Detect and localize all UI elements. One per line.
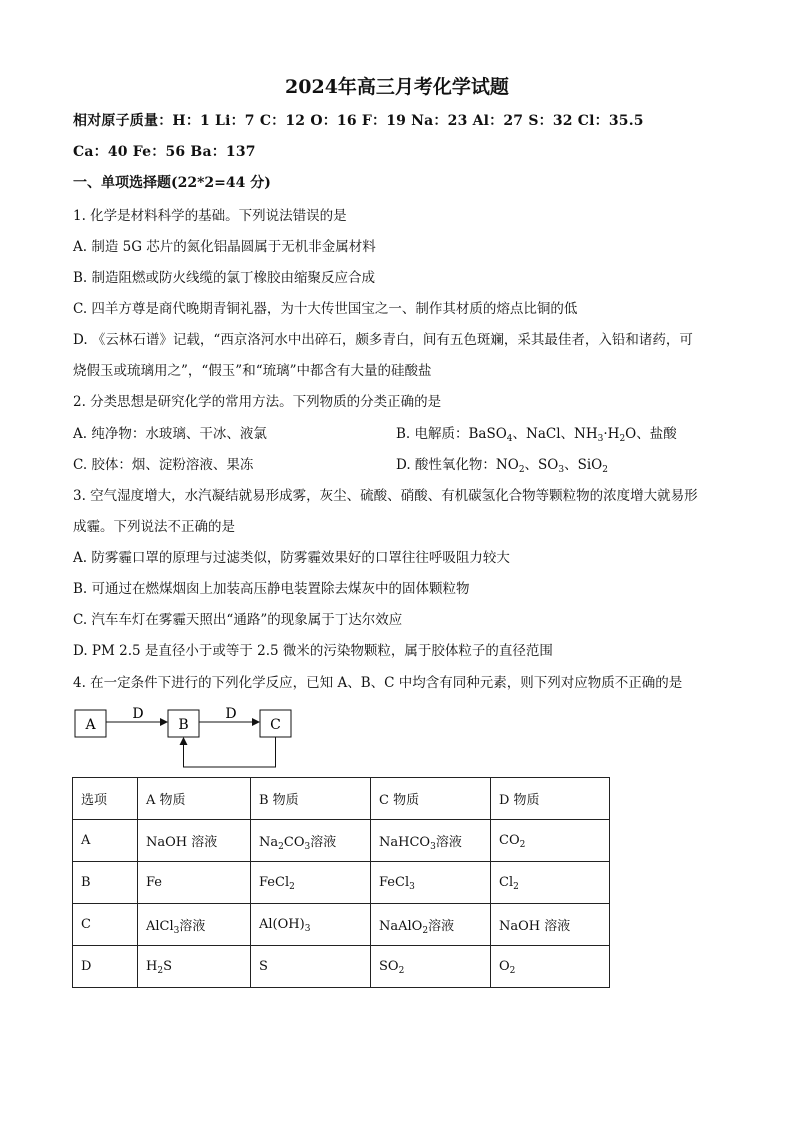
table-cell: $Cl_2$ — [491, 862, 610, 904]
table-cell: $CO_2$ — [491, 820, 610, 862]
q1-option-d-line2: 烧假玉或琉璃用之”，“假玉”和“琉璃”中都含有大量的硅酸盐 — [73, 363, 432, 379]
reaction-diagram — [72, 700, 302, 772]
q1-option-d-line1: D. 《云林石谱》记载，“西京洛河水中出碎石，颇多青白，间有五色斑斓，采其最佳者，入铅和诸药，可 — [73, 332, 693, 348]
atomic-mass-line-2: Ca：40 Fe：56 Ba：137 — [73, 144, 256, 160]
options-table — [72, 777, 610, 988]
table-cell: A — [73, 820, 138, 862]
page-title: 2024年高三月考化学试题 — [285, 76, 509, 98]
table-cell: S — [251, 946, 371, 988]
q3-stem-line2: 成霾。下列说法不正确的是 — [73, 519, 235, 535]
table-cell: NaOH 溶液 — [491, 904, 610, 946]
table-cell: FeCl$_3$ — [371, 862, 491, 904]
table-cell: NaHCO$_3$溶液 — [371, 820, 491, 862]
table-cell: $Na_2CO_3$溶液 — [251, 820, 371, 862]
arrow-a-to-b-label: D — [132, 706, 144, 722]
table-cell: AlCl$_3$溶液 — [138, 904, 251, 946]
table-cell: $Al(OH)_3$ — [251, 904, 371, 946]
table-cell: $H_2S$ — [138, 946, 251, 988]
q1-option-a: A. 制造 5G 芯片的氮化铝晶圆属于无机非金属材料 — [73, 239, 376, 255]
q3-stem-line1: 3. 空气湿度增大，水汽凝结就易形成雾，灰尘、硫酸、硝酸、有机碳氢化合物等颗粒物的浓度增大就易形 — [73, 488, 698, 504]
q2-option-a: A. 纯净物：水玻璃、干冰、液氯 — [73, 426, 267, 442]
q2-option-d: D. 酸性氧化物：$NO_2$、$SO_3$、SiO$_2$ — [396, 457, 608, 475]
q1-option-b: B. 制造阻燃或防火线缆的氯丁橡胶由缩聚反应合成 — [73, 270, 376, 286]
section-heading: 一、单项选择题(22*2=44 分) — [73, 175, 271, 191]
table-header-cell: A 物质 — [138, 778, 251, 820]
q3-option-d: D. PM 2.5 是直径小于或等于 2.5 微米的污染物颗粒，属于胶体粒子的直径范围 — [73, 643, 553, 659]
box-c-label: C — [270, 717, 281, 733]
q4-stem: 4. 在一定条件下进行的下列化学反应，已知 A、B、C 中均含有同种元素，则下列对应物质不正确的是 — [73, 675, 683, 691]
table-row — [73, 946, 610, 988]
q1-option-c: C. 四羊方尊是商代晚期青铜礼器，为十大传世国宝之一、制作其材质的熔点比铜的低 — [73, 301, 578, 317]
table-header-row — [73, 778, 610, 820]
table-row — [73, 820, 610, 862]
table-header-cell: B 物质 — [251, 778, 371, 820]
atomic-mass-line-1: 相对原子质量：H：1 Li：7 C：12 O：16 F：19 Na：23 Al：27 S：32 Cl：35.5 — [73, 113, 644, 129]
table-cell: NaAlO$_2$溶液 — [371, 904, 491, 946]
box-a-label: A — [85, 717, 96, 733]
table-row — [73, 862, 610, 904]
table-cell: B — [73, 862, 138, 904]
table-row — [73, 904, 610, 946]
table-header-cell: D 物质 — [491, 778, 610, 820]
table-cell: D — [73, 946, 138, 988]
q2-stem: 2. 分类思想是研究化学的常用方法。下列物质的分类正确的是 — [73, 394, 442, 410]
table-cell: C — [73, 904, 138, 946]
table-cell: FeCl$_2$ — [251, 862, 371, 904]
q1-stem: 1. 化学是材料科学的基础。下列说法错误的是 — [73, 208, 347, 224]
q3-option-a: A. 防雾霾口罩的原理与过滤类似，防雾霾效果好的口罩往往呼吸阻力较大 — [73, 550, 510, 566]
arrow-b-to-c-label: D — [225, 706, 237, 722]
q2-option-c: C. 胶体：烟、淀粉溶液、果冻 — [73, 457, 254, 473]
box-b-label: B — [178, 717, 189, 733]
table-cell: $SO_2$ — [371, 946, 491, 988]
table-cell: NaOH 溶液 — [138, 820, 251, 862]
table-cell: $O_2$ — [491, 946, 610, 988]
table-header-cell: 选项 — [73, 778, 138, 820]
arrow-c-to-b — [184, 737, 276, 767]
table-cell: Fe — [138, 862, 251, 904]
q3-option-b: B. 可通过在燃煤烟囱上加装高压静电装置除去煤灰中的固体颗粒物 — [73, 581, 470, 597]
table-header-cell: C 物质 — [371, 778, 491, 820]
q3-option-c: C. 汽车车灯在雾霾天照出“通路”的现象属于丁达尔效应 — [73, 612, 403, 628]
q2-option-b: B. 电解质：BaSO$_4$、NaCl、$NH_3\cdot H_2O$、盐酸 — [396, 426, 677, 444]
